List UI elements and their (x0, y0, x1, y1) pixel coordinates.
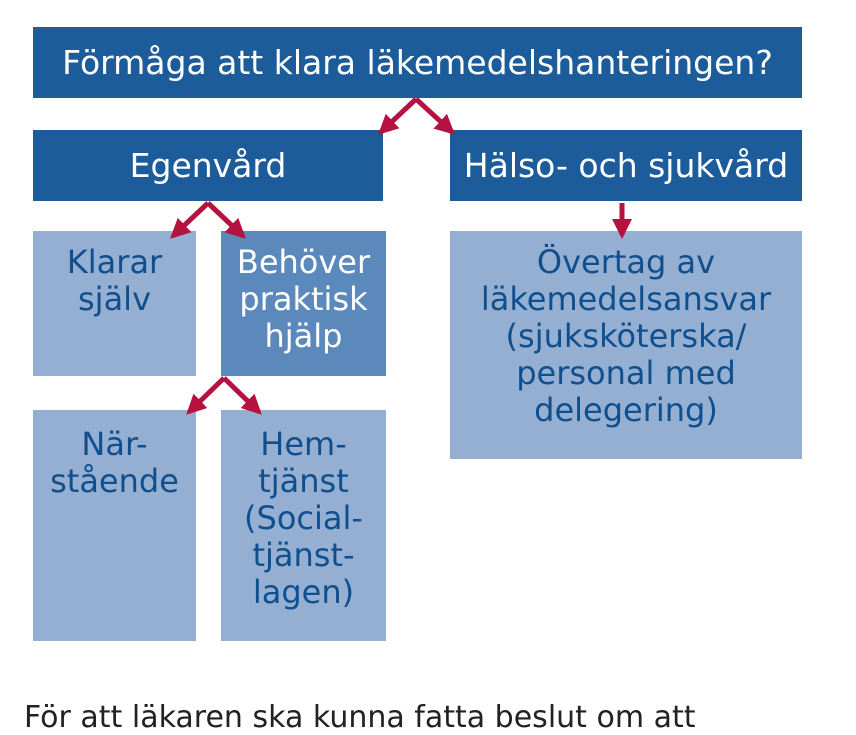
arrow-to-home-service (224, 378, 259, 412)
home-service-label: Hem- tjänst (Social- tjänst- lagen) (244, 425, 363, 611)
self-care-label: Egenvård (129, 146, 287, 185)
top-question-label: Förmåga att klara läkemedelshanteringen? (62, 43, 773, 82)
health-care-label: Hälso- och sjukvård (463, 146, 789, 185)
relatives-label: När- stående (50, 425, 179, 500)
manages-self-label: Klarar själv (66, 243, 163, 318)
body-text-line: För att läkaren ska kunna fatta beslut om att (24, 700, 696, 735)
takeover-label: Övertag av läkemedelsansvar (sjuksköterska/ personal med delegering) (480, 243, 772, 429)
arrow-to-needs-help (208, 203, 243, 236)
arrow-to-self-care (381, 99, 416, 132)
arrow-to-manages-self (173, 203, 208, 236)
needs-help-label: Behöver praktisk hjälp (236, 243, 371, 355)
arrow-to-health-care (416, 99, 452, 132)
arrow-to-relatives (189, 378, 224, 412)
